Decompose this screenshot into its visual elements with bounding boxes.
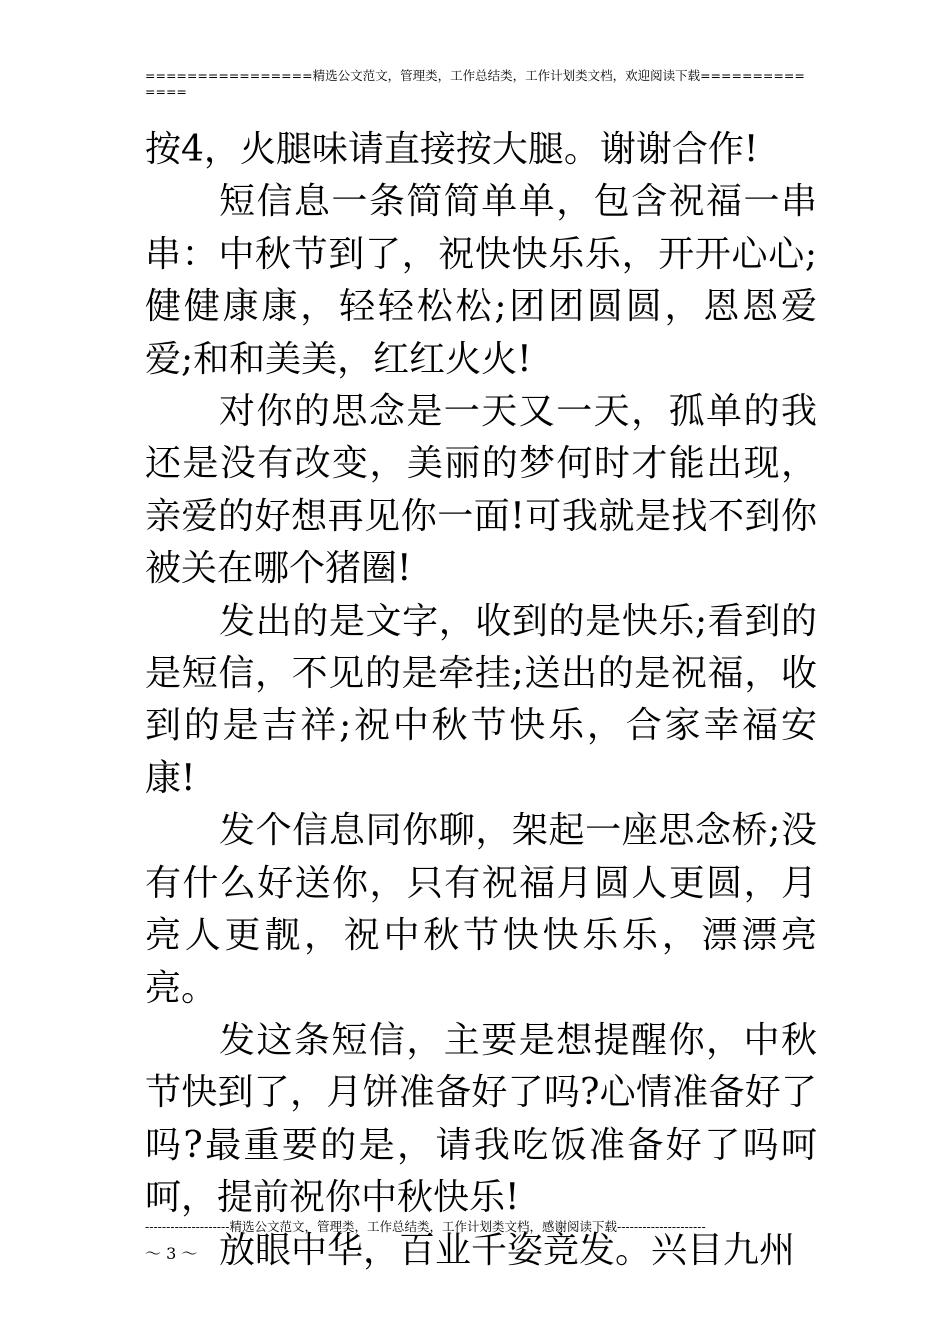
page-number: ～ 3 ～ [145, 1244, 198, 1263]
document-body [145, 124, 817, 1277]
paragraph: 发出的是文字，收到的是快乐;看到的是短信，不见的是牵挂;送出的是祝福，收到的是吉祥;祝中秋节快乐，合家幸福安康! [145, 600, 817, 799]
paragraph: 发这条短信，主要是想提醒你，中秋节快到了，月饼准备好了吗?心情准备好了吗?最重要的是，请我吃饭准备好了吗呵呵，提前祝你中秋快乐! [145, 1019, 817, 1219]
paragraph: 短信息一条简简单单，包含祝福一串串：中秋节到了，祝快快乐乐，开开心心;健健康康，轻轻松松;团团圆圆，恩恩爱爱;和和美美，红红火火! [145, 181, 817, 380]
paragraph: 发个信息同你聊，架起一座思念桥;没有什么好送你，只有祝福月圆人更圆，月亮人更靓，祝中秋节快快乐乐，漂漂亮亮。 [145, 810, 817, 1009]
page-header: ================精选公文范文，管理类，工作总结类，工作计划类文档，欢迎阅读下载============== [145, 68, 805, 99]
page-footer: --------------------精选公文范文，管理类，工作总结类，工作计划类文档，感谢阅读下载--------------------- [145, 1219, 706, 1234]
paragraph: 放眼中华，百业千姿竞发。兴目九州 [219, 1229, 796, 1271]
paragraph: 按4，火腿味请直接按大腿。谢谢合作! [145, 129, 759, 170]
paragraph: 对你的思念是一天又一天，孤单的我还是没有改变，美丽的梦何时才能出现，亲爱的好想再见你一面!可我就是找不到你被关在哪个猪圈! [145, 391, 817, 590]
